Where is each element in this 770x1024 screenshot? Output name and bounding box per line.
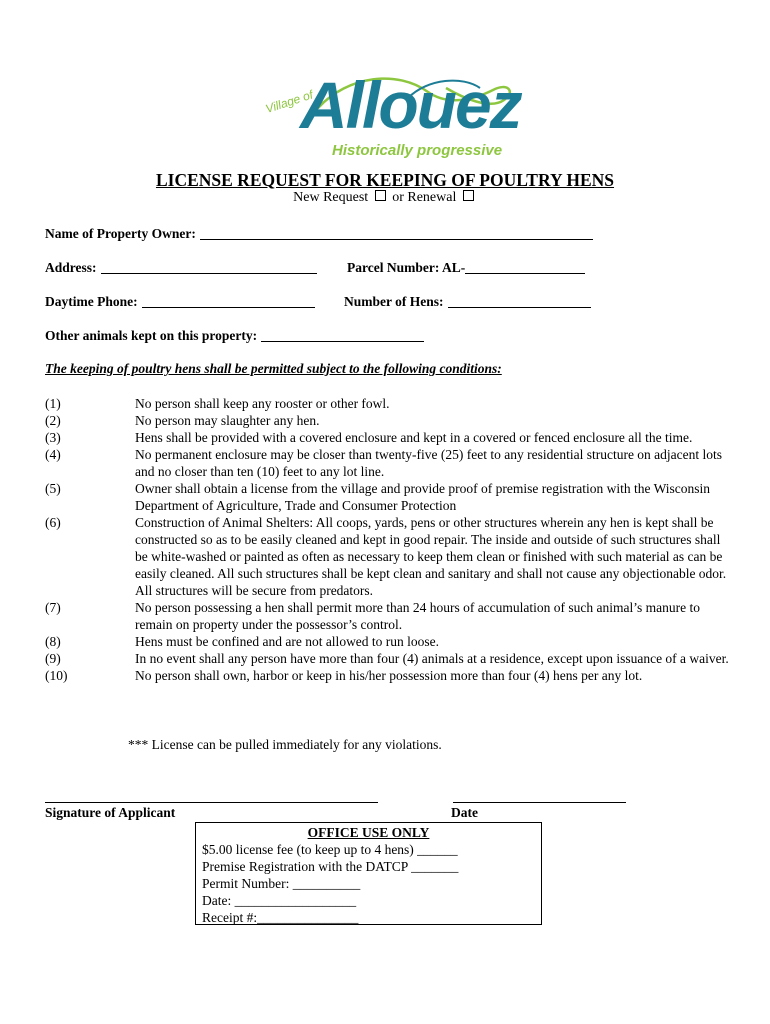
office-use-title: OFFICE USE ONLY (307, 825, 430, 840)
condition-text: No person shall own, harbor or keep in his/her possession more than four (4) hens per any lot. (135, 668, 643, 683)
condition-text: Owner shall obtain a license from the village and provide proof of premise registration with the Wisconsin Department of Agriculture, Trade and Consumer Protection (135, 481, 711, 513)
condition-item (45, 480, 735, 514)
condition-item (45, 633, 735, 650)
hens-field (344, 294, 591, 310)
renewal-checkbox[interactable] (463, 190, 474, 201)
phone-label: Daytime Phone: (45, 294, 138, 309)
office-use-box (195, 822, 542, 925)
date-label: Date (451, 805, 478, 820)
new-request-label: New Request (293, 190, 369, 205)
condition-text: Hens shall be provided with a covered enclosure and kept in a covered or fenced enclosure all the time. (135, 430, 693, 445)
phone-input-line[interactable] (142, 294, 315, 308)
owner-field (45, 226, 593, 242)
hens-label: Number of Hens: (344, 294, 444, 309)
condition-text: Hens must be confined and are not allowed to run loose. (135, 634, 440, 649)
condition-item (45, 514, 735, 599)
logo-village-text: Village of (263, 87, 315, 116)
parcel-input-line[interactable] (465, 260, 585, 274)
renewal-label: Renewal (407, 190, 457, 205)
condition-number: (4) (45, 447, 61, 462)
conditions-list (45, 395, 735, 684)
form-title: LICENSE REQUEST FOR KEEPING OF POULTRY HENS (155, 170, 615, 190)
condition-number: (1) (45, 396, 61, 411)
signature-label: Signature of Applicant (45, 805, 176, 820)
date-line[interactable] (453, 802, 626, 803)
logo-tagline: Historically progressive (332, 142, 503, 159)
condition-number: (2) (45, 413, 61, 428)
office-fee-row: $5.00 license fee (to keep up to 4 hens) ______ (202, 842, 458, 857)
other-animals-input-line[interactable] (261, 328, 424, 342)
condition-text: Construction of Animal Shelters: All coops, yards, pens or other structures wherein any hen is kept shall be constructed so as to be easily cleaned and kept in good repair. The inside and outside of such structures shall be white-washed or painted as often as necessary to keep them clean or finished with such material as can be easily cleaned. All such structures shall be kept clean and sanitary and shall not cause any objectionable odor. All structures will be secure from predators. (135, 515, 727, 598)
office-permit-row: Permit Number: __________ (202, 876, 361, 891)
new-request-checkbox[interactable] (375, 190, 386, 201)
request-type-row (0, 190, 770, 206)
phone-field (45, 294, 315, 310)
condition-number: (8) (45, 634, 61, 649)
condition-text: No permanent enclosure may be closer than twenty-five (25) feet to any residential structure on adjacent lots and no closer than ten (10) feet to any lot line. (135, 447, 723, 479)
condition-text: No person possessing a hen shall permit more than 24 hours of accumulation of such animal’s manure to remain on property under the possessor’s control. (135, 600, 701, 632)
address-field (45, 260, 317, 276)
condition-item (45, 412, 735, 429)
condition-number: (10) (45, 668, 68, 683)
condition-item (45, 429, 735, 446)
logo-name-text: Allouez (300, 68, 521, 142)
condition-number: (9) (45, 651, 61, 666)
other-animals-field (45, 328, 424, 344)
office-premise-row: Premise Registration with the DATCP _______ (202, 859, 459, 874)
owner-input-line[interactable] (200, 226, 593, 240)
parcel-field (347, 260, 585, 276)
condition-number: (5) (45, 481, 61, 496)
or-text: or (392, 190, 404, 205)
office-date-row: Date: __________________ (202, 893, 357, 908)
condition-number: (6) (45, 515, 61, 530)
condition-text: No person shall keep any rooster or other fowl. (135, 396, 390, 411)
condition-text: No person may slaughter any hen. (135, 413, 320, 428)
condition-number: (3) (45, 430, 61, 445)
condition-item (45, 395, 735, 412)
conditions-heading: The keeping of poultry hens shall be permitted subject to the following conditions: (45, 361, 502, 376)
violation-note: *** License can be pulled immediately for any violations. (128, 737, 442, 752)
condition-number: (7) (45, 600, 61, 615)
signature-line[interactable] (45, 802, 378, 803)
other-animals-label: Other animals kept on this property: (45, 328, 258, 343)
hens-input-line[interactable] (448, 294, 591, 308)
condition-item (45, 599, 735, 633)
condition-item (45, 446, 735, 480)
address-input-line[interactable] (101, 260, 317, 274)
address-label: Address: (45, 260, 97, 275)
parcel-label: Parcel Number: AL- (347, 260, 466, 275)
owner-label: Name of Property Owner: (45, 226, 196, 241)
condition-item (45, 650, 735, 667)
condition-text: In no event shall any person have more than four (4) animals at a residence, except upon issuance of a waiver. (135, 651, 729, 666)
office-receipt-row: Receipt #:_______________ (202, 910, 359, 925)
condition-item (45, 667, 735, 684)
